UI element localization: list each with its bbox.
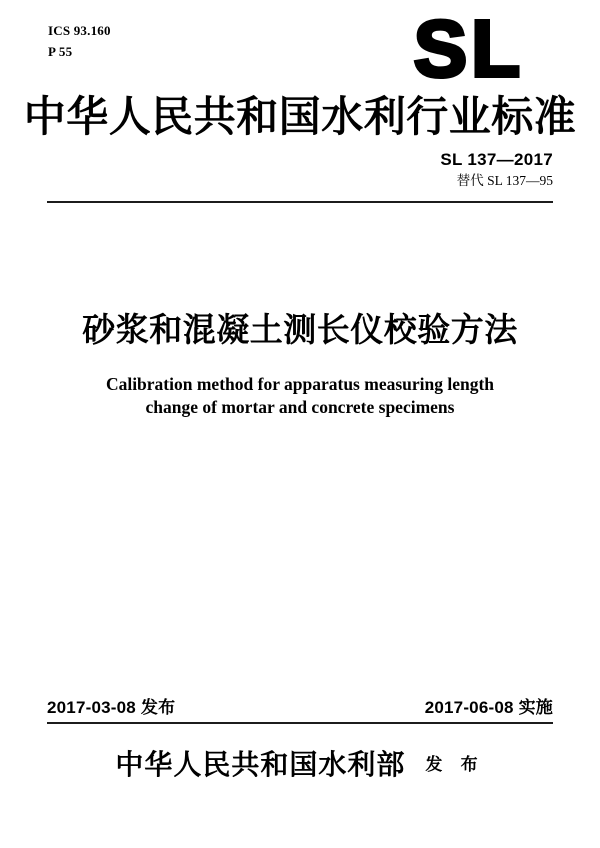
standard-number: SL 137—2017 (440, 150, 553, 169)
publisher-name: 中华人民共和国水利部 (115, 750, 406, 781)
document-title-en-line1: Calibration method for apparatus measuring length (105, 374, 495, 394)
replaces-note: 替代 SL 137—95 (456, 173, 553, 188)
classification-codes (48, 20, 111, 62)
sl-logo: SL (413, 4, 524, 93)
implementation-date: 2017-06-08 实施 (424, 698, 553, 717)
standard-category-title: 中华人民共和国水利行业标准 (23, 95, 577, 141)
header-rule (47, 201, 553, 203)
document-class-code: P 55 (48, 44, 73, 59)
issue-date: 2017-03-08 发布 (47, 698, 176, 717)
document-title-en-line2: change of mortar and concrete specimens (145, 397, 455, 417)
dates-row (47, 698, 553, 724)
publish-label: 发 布 (425, 755, 485, 774)
document-title-en (0, 373, 600, 419)
publisher-row (0, 749, 600, 783)
ics-code: ICS 93.160 (48, 23, 111, 38)
document-title-zh: 砂浆和混凝土测长仪校验方法 (82, 311, 518, 348)
